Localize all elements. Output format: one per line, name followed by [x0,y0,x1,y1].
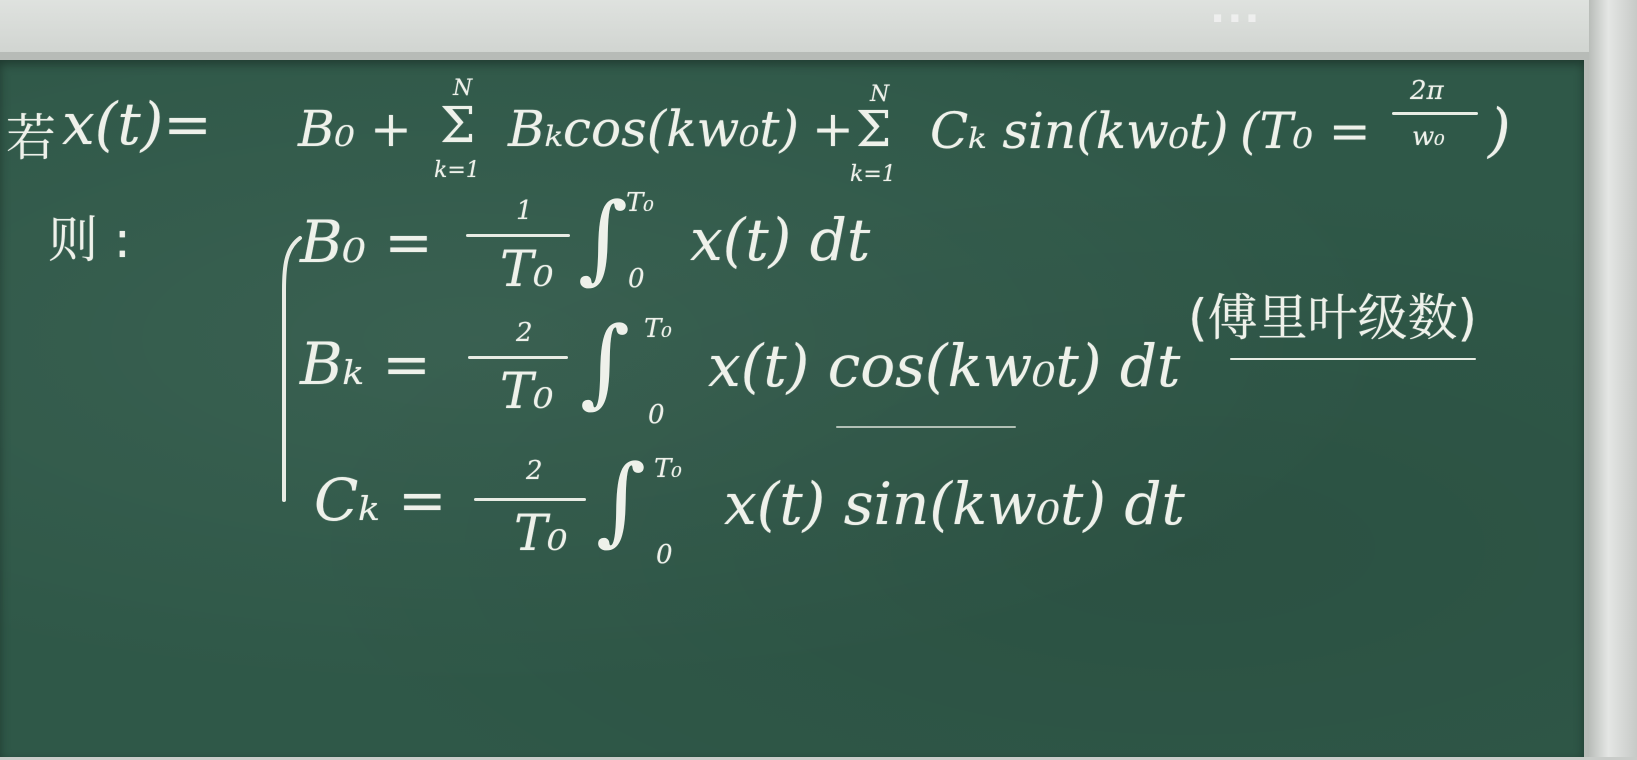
ck-fraction-bar [474,498,586,501]
bk-upper-limit: T₀ [644,314,672,344]
series-term-bk: Bₖcos(kw₀t) [508,100,799,158]
period-close: ) [1488,96,1511,164]
series-plus-1: + [370,100,412,158]
ck-lhs: Cₖ = [314,466,447,534]
bk-denominator: T₀ [500,362,554,420]
sum1-upper: N [453,76,473,101]
b0-denominator: T₀ [500,240,554,298]
period-denominator: w₀ [1412,122,1445,152]
ck-upper-limit: T₀ [654,454,682,484]
bk-fraction-bar [468,356,568,359]
bk-integral-sign: ∫ [580,306,631,418]
top-caption: ... [1210,0,1262,32]
series-b0: B₀ [298,100,355,158]
ck-integral-sign: ∫ [596,444,647,556]
ck-denominator: T₀ [514,504,568,562]
right-wall-strip [1589,0,1637,757]
b0-lhs: B₀ = [300,208,433,276]
sum2-symbol: Σ [856,100,892,158]
sum1-symbol: Σ [440,96,476,154]
sum2-lower: k=1 [850,162,896,187]
ck-integrand: x(t) sin(kw₀t) dt [724,470,1185,538]
series-plus-2: + [812,100,854,158]
series-lhs: x(t)= [62,90,212,158]
b0-lower-limit: 0 [628,264,645,294]
bk-integrand: x(t) cos(kw₀t) dt [708,332,1181,400]
b0-upper-limit: T₀ [626,188,654,218]
period-fraction-bar [1392,112,1478,115]
b0-fraction-bar [466,234,570,237]
b0-integral-sign: ∫ [578,182,629,294]
bk-lower-limit: 0 [648,400,665,430]
ck-lower-limit: 0 [656,540,673,570]
annotation-underline [1230,358,1476,360]
period-numerator: 2π [1410,76,1444,106]
series-term-ck: Cₖ sin(kw₀t) [930,102,1229,160]
system-brace [0,60,340,760]
bk-underline [836,426,1016,428]
bk-lhs: Bₖ = [300,330,431,398]
chalkboard [0,60,1584,757]
b0-integrand: x(t) dt [690,206,871,274]
intro-char: 若 [6,109,56,167]
sum2-upper: N [870,82,890,107]
wall-top [0,0,1637,60]
bk-numerator: 2 [516,318,533,348]
fourier-series-annotation: (傅里叶级数) [1188,289,1478,347]
b0-numerator: 1 [516,196,533,226]
period-open: (T₀ = [1240,102,1371,160]
ck-numerator: 2 [526,456,543,486]
then-label: 则 : [48,211,131,269]
sum1-lower: k=1 [434,158,480,183]
